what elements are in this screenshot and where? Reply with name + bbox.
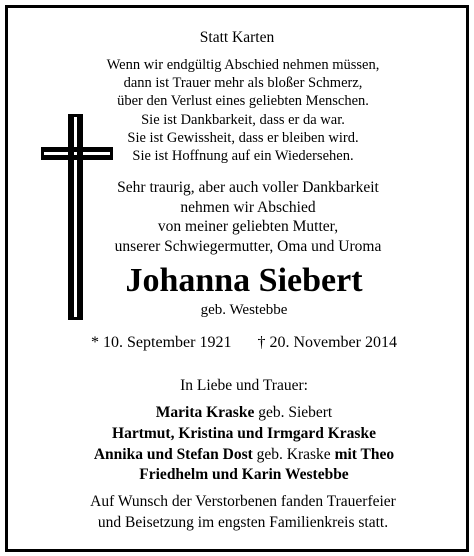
closing-text	[8, 492, 466, 533]
mourner-line	[22, 445, 466, 466]
mourner-name: mit Theo	[334, 445, 395, 463]
intro-line: von meiner geliebten Mutter,	[157, 218, 339, 236]
maiden-name: geb. Westebbe	[200, 302, 288, 318]
intro-line: unserer Schwiegermutter, Oma und Uroma	[114, 237, 382, 255]
mourner-name: Marita Kraske	[155, 404, 255, 421]
poem-line: Sie ist Dankbarkeit, dass er da war.	[141, 111, 345, 128]
poem-line: Sie ist Gewissheit, dass er bleiben wird.	[127, 129, 359, 146]
life-dates	[8, 334, 466, 352]
birth-date: * 10. September 1921	[91, 334, 232, 351]
poem-line: Wenn wir endgültig Abschied nehmen müssen,	[106, 57, 380, 73]
obituary-card	[5, 5, 469, 552]
header-text: Statt Karten	[199, 29, 275, 46]
mourner-line	[22, 465, 466, 486]
mourners-list	[8, 403, 466, 486]
mourner-note: geb. Kraske	[252, 445, 335, 463]
mourner-name: Annika und Stefan Dost	[93, 445, 253, 463]
mourner-line	[22, 403, 466, 424]
mourner-note: geb. Siebert	[254, 404, 333, 421]
closing-line: Auf Wunsch der Verstorbenen fanden Trauerfeier	[90, 493, 396, 510]
mourner-name: Hartmut, Kristina und Irmgard Kraske	[112, 424, 376, 442]
mourning-heading: In Liebe und Trauer:	[180, 377, 308, 394]
mourner-name: Friedhelm und Karin Westebbe	[139, 466, 349, 484]
mourner-line	[22, 424, 466, 445]
closing-line: und Beisetzung im engsten Familienkreis statt.	[97, 513, 389, 531]
intro-text	[8, 178, 466, 256]
poem-line: über den Verlust eines geliebten Menschen.	[117, 93, 369, 110]
intro-line: nehmen wir Abschied	[180, 198, 316, 216]
poem-line: dann ist Trauer mehr als bloßer Schmerz,	[123, 75, 363, 92]
death-date: † 20. November 2014	[257, 334, 397, 351]
poem-line: Sie ist Hoffnung auf ein Wiedersehen.	[132, 148, 354, 165]
intro-line: Sehr traurig, aber auch voller Dankbarkeit	[117, 179, 379, 196]
deceased-name: Johanna Siebert	[125, 262, 363, 299]
